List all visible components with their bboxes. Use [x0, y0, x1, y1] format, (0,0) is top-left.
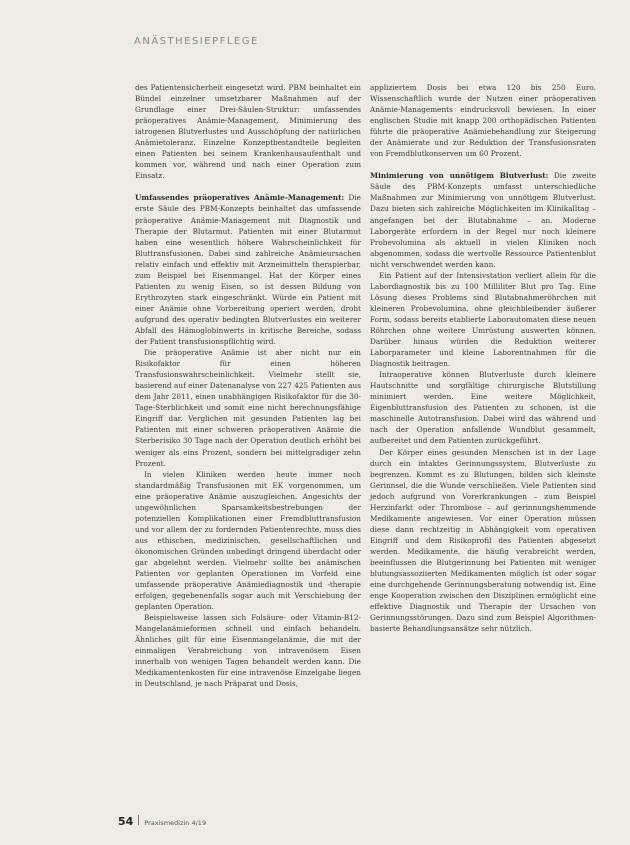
footer-divider [138, 815, 139, 825]
paragraph: Intraoperative können Blutverluste durch kleinere Hautschnitte und sorgfältige chirurgische Blutstillung minimiert werden. Eine weitere Möglichkeit, Eigenbluttransfusion des Patienten zu schonen, ist die maschinelle Autotransfusion. Dabei wird das während und nach der Operation anfallende Wundblut gesammelt, aufbereitet und dem Patienten zurückgeführt. [370, 370, 596, 446]
section-heading: Minimierung von unnötigem Blutverlust: [370, 171, 549, 181]
paragraph: Ein Patient auf der Intensivstation verliert allein für die Labordiagnostik bis zu 100 Milliliter Blut pro Tag. Eine Lösung dieses Problems sind Blutabnahmeröhrchen mit kleineren Probevolumina, ohne gleichbleibender äußerer Form, sodass bereits etablierte Laborautomaten diese neuen Röhrchen ohne weitere Umrüstung auswerten können. Darüber hinaus würden die Reduktion weiterer Laborparameter und kleine Laborentnahmen für die Diagnostik beitragen. [370, 270, 596, 369]
page-footer [118, 815, 206, 828]
section-heading: Umfassendes präoperatives Anämie-Management: [135, 193, 345, 203]
section-text: Die erste Säule des PBM-Konzepts beinhaltet das umfassende präoperative Anämie-Management mit Diagnostik und Therapie der Blutarmut. Patienten mit einer Blutarmut haben eine wesentlich höhere Wahrscheinlichkeit für Bluttransfusionen. Dabei sind zahlreiche Anämieursachen relativ einfach und effektiv mit Arzneimitteln therapierbar, zum Beispiel bei Eisenmangel. Hat der Körper eines Patienten zu wenig Eisen, so ist dessen Bildung von Erythrozyten stark eingeschränkt. Würde ein Patient mit einer Anämie ohne Vorbereitung operiert werden, droht aufgrund des operativ bedingten Blutverlustes ein weiterer Abfall des Hämoglobinwerts in kritische Bereiche, sodass der Patient transfusionspflichtig wird. [135, 193, 362, 347]
paragraph: Die präoperative Anämie ist aber nicht nur ein Risikofaktor für einen höheren Transfusionswahrscheinlichkeit. Vielmehr stellt sie, basierend auf einer Datenanalyse von 227 425 Patienten aus dem Jahr 2011, einen unabhängigen Risikofaktor für die 30-Tage-Sterblichkeit und somit eine nicht berechnungsfähige Eingriff dar. Verglichen mit gesunden Patienten lag bei Patienten mit einer schweren präoperativen Anämie die Sterberisiko 30 Tage nach der Operation deutlich erhöht bei weniger als eins Prozent, sondern bei mittelgradiger zehn Prozent. [135, 348, 361, 468]
left-column [135, 82, 361, 690]
paragraph: des Patientensicherheit eingesetzt wird. PBM beinhaltet ein Bündel einzelner umsetzbarer Maßnahmen auf der Grundlage einer Drei-Säulen-Struktur: umfassendes präoperatives Anämie-Management, Minimierung des iatrogenen Blutverlustes und Ausschöpfung der natürlichen Anämietoleranz. Einzelne Konzeptbestandteile begleiten einen Patienten bei seinem Krankenhausaufenthalt und kommen vor, während und nach einer Operation zum Einsatz. [135, 83, 361, 181]
page-number: 54 [118, 815, 134, 828]
paragraph: Beispielsweise lassen sich Folsäure- oder Vitamin-B12-Mangelanämieformen schnell und einfach behandeln. Ähnliches gilt für eine Eisenmangelanämie, die mit der einmaligen Verabreichung von intravenösem Eisen innerhalb von wenigen Tagen behandelt werden kann. Die Medikamentenkosten für eine intravenöse Einzelgabe liegen in Deutschland, je nach Präparat und Dosis, [135, 613, 361, 689]
section-text: Die zweite Säule des PBM-Konzepts umfasst unterschiedliche Maßnahmen zur Minimierung von unnötigem Blutverlust. Dazu bieten sich zahlreiche Möglichkeiten im Klinikalltag – angefangen bei der Blutabnahme – an. Moderne Laborgeräte erfordern in der Regel nur noch kleinere Probevolumina als aktuell in vielen Kliniken noch abgenommen, sodass die wertvolle Ressource Patientenblut nicht verschwendet werden kann. [370, 171, 596, 269]
paragraph: appliziertem Dosis bei etwa 120 bis 250 Euro. Wissenschaftlich wurde der Nutzen einer präoperativen Anämie-Managements eindrucksvoll bewiesen. In einer englischen Studie mit knapp 200 orthopädischen Patienten führte die präoperative Anämiebehandlung zur Steigerung der Anämierate und zur Reduktion der Transfusionsraten von Fremdblutkonserven um 60 Prozent. [370, 83, 596, 159]
right-column [370, 82, 596, 634]
section-paragraph [135, 192, 361, 347]
section-paragraph [370, 170, 596, 269]
paragraph: Der Körper eines gesunden Menschen ist in der Lage durch ein intaktes Gerinnungssystem, Blutverluste zu begrenzen. Kommt es zu Blutungen, bilden sich kleinste Gerinnsel, die die Wunde verschließen. Viele Patienten sind jedoch aufgrund von Vorerkrankungen – zum Beispiel Herzinfarkt oder Thrombose – auf gerinnungshemmende Medikamente angewiesen. Vor einer Operation müssen diese dann rechtzeitig in Abhängigkeit vom operativen Eingriff und dem Risikoprofil des Patienten abgesetzt werden. Medikamente, die häufig verabreicht werden, beeinflussen die Blutgerinnung bei Patienten mit weniger blutungsassoziierten Medikamenten möglich ist oder sogar eine durchgehende Gerinnungsberatung notwendig ist. Eine enge Kooperation zwischen den Disziplinen ermöglicht eine effektive Diagnostik und Therapie der Ursachen von Gerinnungsstörungen. Dazu sind zum Beispiel Algorithmen-basierte Behandlungsansätze sehr nützlich. [370, 447, 596, 634]
section-header: ANÄSTHESIEPFLEGE [134, 36, 259, 47]
paragraph: In vielen Kliniken werden heute immer noch standardmäßig Transfusionen mit EK vorgenommen, um eine präoperative Anämie auszugleichen. Angesichts der ungewöhnlichen Sparsamkeitsbestrebungen der potenziellen Komplikationen einer Fremdbluttransfusion und vor allem der zu fordernden Patientenrechte, muss dies aus ethischen, medizinischen, gesellschaftlichen und ökonomischen Gründen unbedingt dringend überdacht oder gar abgelehnt werden. Vielmehr sollte bei anämischen Patienten vor geplanten Operationen im Vorfeld eine umfassende präoperative Anämiediagnostik und -therapie erfolgen, gegebenenfalls sogar auch mit Verschiebung der geplanten Operation. [135, 469, 361, 612]
magazine-name: Praxismedizin 4/19 [144, 819, 207, 827]
